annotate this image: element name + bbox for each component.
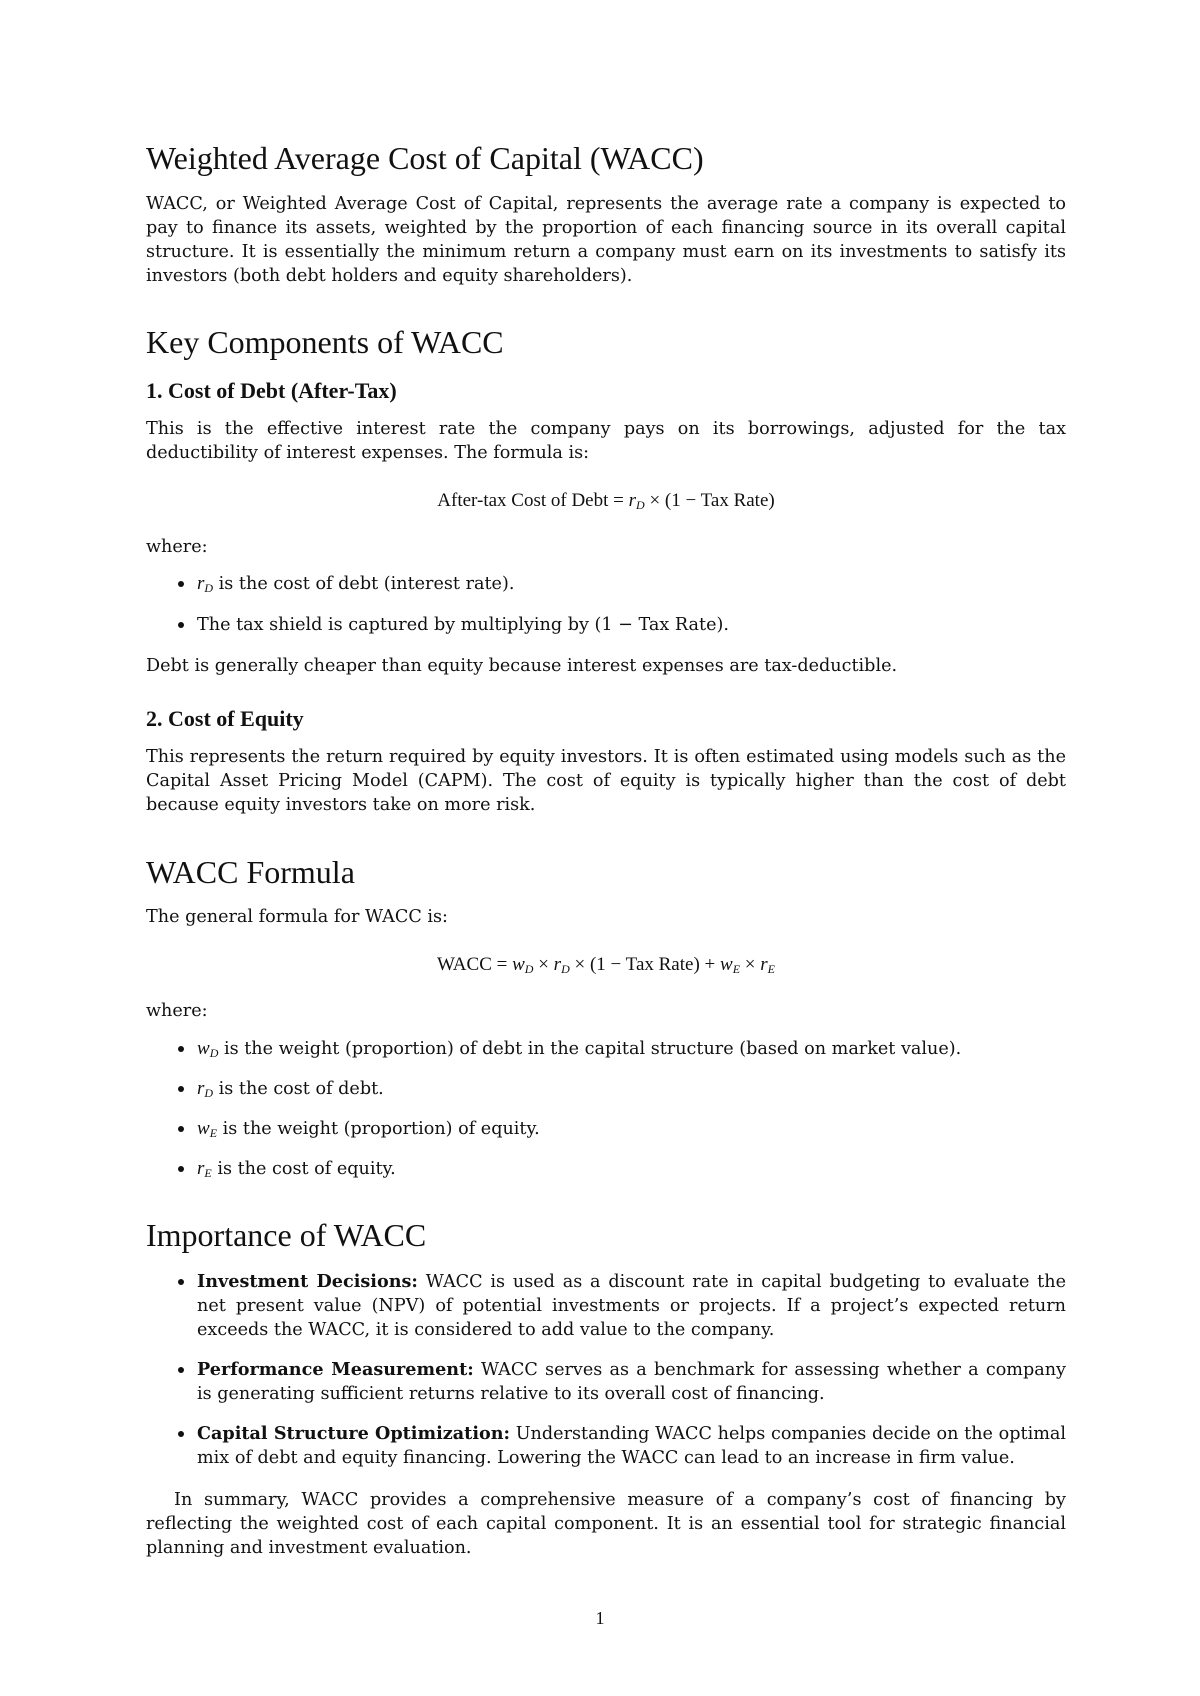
cost-of-equity-heading: 2. Cost of Equity [146,706,304,731]
formula-intro: The general formula for WACC is: [146,907,448,927]
document-title: Weighted Average Cost of Capital (WACC) [146,140,704,176]
bullet-icon [178,1279,184,1285]
equation-rhs: × (1 − Tax Rate) [644,490,775,511]
intro-paragraph: WACC, or Weighted Average Cost of Capital, represents the average rate a company is expected to pay to finance its assets, weighted by the proportion of each financing source in its overall capital structure. It is essentially the minimum return a company must earn on its investments to satisfy its investors (both debt holders and equity shareholders). [146,194,1066,286]
list-item: $r_E$ is the cost of equity. [146,1157,1066,1185]
list-item: $w_D$ is the weight (proportion) of debt in the capital structure (based on market value). [146,1037,1066,1065]
bullet-icon [178,1046,184,1052]
equation-lhs: After-tax Cost of Debt = [437,490,629,511]
list-item: $r_D$ is the cost of debt (interest rate). [146,572,1066,600]
list-item: Performance Measurement: WACC serves as a benchmark for assessing whether a company is generating sufficient returns relative to its overall cost of financing. [146,1358,1066,1406]
list-item: $w_E$ is the weight (proportion) of equity. [146,1117,1066,1145]
bullet-icon [178,1126,184,1132]
wacc-equation: WACC = $w_D \times r_D \times (1$ − Tax Rate) + $w_E \times r_E$ [436,954,775,976]
bullet-icon [178,1367,184,1373]
importance-heading: Importance of WACC [146,1217,427,1253]
list-item: $r_D$ is the cost of debt. [146,1077,1066,1105]
bullet-icon [178,622,184,628]
cost-of-debt-heading: 1. Cost of Debt (After-Tax) [146,378,397,403]
cost-of-equity-text: This represents the return required by equity investors. It is often estimated using models such as the Capital Asset Pricing Model (CAPM). The cost of equity is typically higher than the cost of debt because equity investors take on more risk. [146,747,1066,815]
formula-heading: WACC Formula [146,854,355,890]
list-item: Investment Decisions: WACC is used as a discount rate in capital budgeting to evaluate the net present value (NPV) of potential investments or projects. If a project’s expected return exceeds the WACC, it is considered to add value to the company. [146,1270,1066,1342]
after-tax-debt-equation: After-tax Cost of Debt = $r_D \times (1$ − Tax Rate) [437,490,775,512]
where-label: where: [146,537,208,557]
bullet-icon [178,581,184,587]
summary-paragraph: In summary, WACC provides a comprehensive measure of a company’s cost of financing by reflecting the weighted cost of each capital component. It is an essential tool for strategic financial planning and investment evaluation. [146,1490,1066,1558]
bullet-icon [178,1086,184,1092]
page-number: 1 [595,1608,605,1628]
bullet-icon [178,1166,184,1172]
bullet-icon [178,1431,184,1437]
components-heading: Key Components of WACC [146,324,504,360]
cost-of-debt-text: This is the effective interest rate the company pays on its borrowings, adjusted for the tax deductibility of interest expenses. The formula is: [146,419,1066,463]
list-item: The tax shield is captured by multiplying by (1 − Tax Rate). [146,613,1066,637]
list-item: Capital Structure Optimization: Understanding WACC helps companies decide on the optimal mix of debt and equity financing. Lowering the WACC can lead to an increase in firm value. [146,1422,1066,1470]
where-label: where: [146,1001,208,1021]
debt-note: Debt is generally cheaper than equity because interest expenses are tax-deductible. [146,656,898,676]
